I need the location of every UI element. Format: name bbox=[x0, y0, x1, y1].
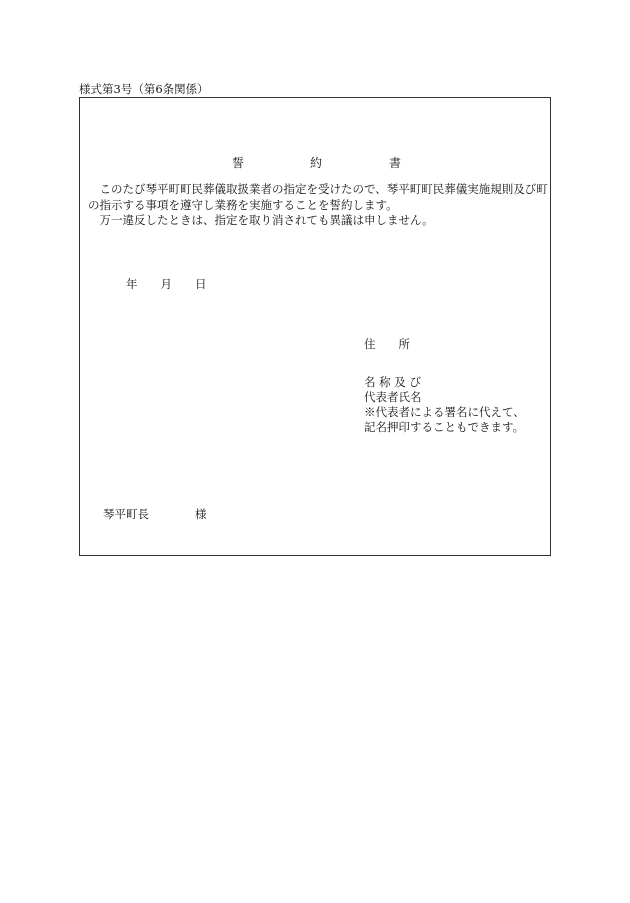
title-char-2: 約 bbox=[310, 156, 323, 170]
title-char-3: 書 bbox=[389, 156, 402, 170]
address-label: 住 所 bbox=[364, 337, 410, 351]
name-line-2: 代表者氏名 bbox=[364, 390, 422, 404]
pledge-paragraph-1: このたび琴平町町民葬儀取扱業者の指定を受けたので、琴平町町民葬儀実施規則及び町の指示する事項を遵守し業務を実施することを誓約します。 bbox=[88, 182, 548, 212]
name-line-1: 名 称 及 び bbox=[364, 375, 421, 389]
document-title bbox=[80, 154, 550, 170]
name-note-line-1: ※代表者による署名に代えて、 bbox=[364, 405, 525, 419]
pledge-paragraph-2: 万一違反したときは、指定を取り消されても異議は申しません。 bbox=[99, 213, 434, 227]
name-note-line-2: 記名押印することもできます。 bbox=[364, 420, 525, 434]
representative-name-block bbox=[364, 375, 525, 435]
pledge-document-frame bbox=[79, 97, 551, 556]
pledge-body bbox=[88, 182, 548, 229]
addressee-label: 琴平町長 様 bbox=[103, 507, 207, 521]
form-number-label: 様式第3号（第6条関係） bbox=[79, 82, 209, 96]
date-field-label: 年 月 日 bbox=[126, 277, 207, 291]
title-char-1: 誓 bbox=[232, 156, 245, 170]
